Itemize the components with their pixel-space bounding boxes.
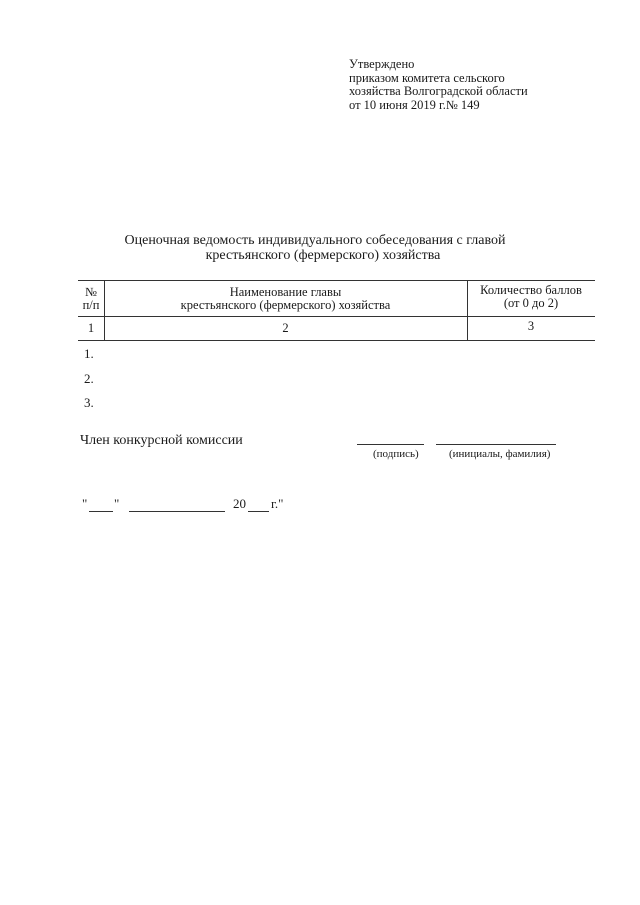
row-number: 1. [84,346,94,361]
approval-line: от 10 июня 2019 г.№ 149 [349,97,480,112]
signature-line [357,444,424,445]
date-mid-quote: " [114,496,120,511]
table-header-border [78,316,595,317]
header-name-line2: крестьянского (фермерского) хозяйства [180,298,391,312]
document-title [0,233,640,263]
date-day-line [89,511,113,512]
name-line [436,444,556,445]
approval-line: хозяйства Волгоградской области [349,84,528,98]
name-caption: (инициалы, фамилия) [449,448,551,460]
header-number [78,286,104,312]
approval-line: Утверждено [349,57,415,71]
header-score-line1: Количество баллов [480,283,582,297]
date-month-line [129,511,225,512]
date-open-quote: " [82,496,88,511]
row-number: 3. [84,395,94,410]
row-number: 2. [84,371,94,386]
approval-line: приказом комитета сельского [349,70,505,85]
table-top-border [78,280,595,281]
col-number-3: 3 [527,319,535,333]
date-year-prefix: 20 [233,496,246,511]
header-number-line1: № [85,285,97,299]
col-number-2: 2 [282,321,289,335]
header-score-line2: (от 0 до 2) [503,296,559,310]
date-year-suffix: г." [271,496,284,511]
header-score [467,284,595,310]
title-line-1: Оценочная ведомость индивидуального собеседования с главой [124,233,506,248]
header-number-line2: п/п [82,298,100,312]
signature-caption: (подпись) [373,448,419,460]
header-name [104,286,467,312]
col-number-1: 1 [87,321,95,335]
table-numbering-border [78,340,595,341]
approval-block [349,58,528,112]
title-line-2: крестьянского (фермерского) хозяйства [205,248,441,263]
member-label: Член конкурсной комиссии [80,433,243,448]
header-name-line1: Наименование главы [229,285,342,299]
date-year-line [248,511,269,512]
